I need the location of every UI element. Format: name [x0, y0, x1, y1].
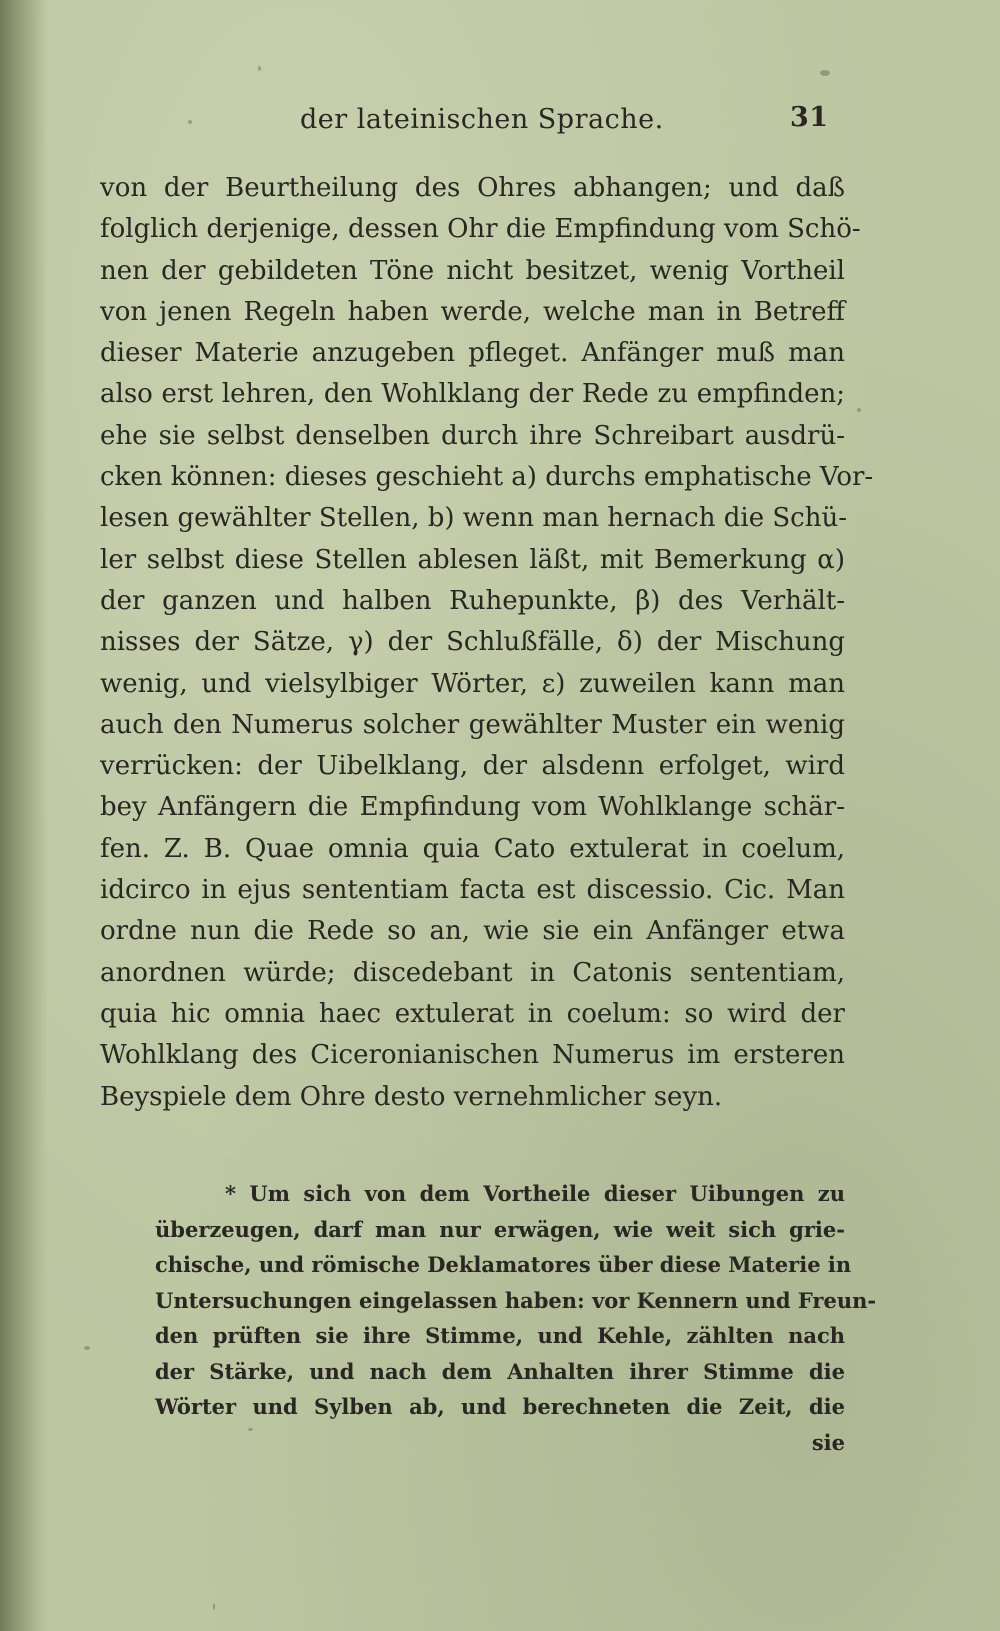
text-line: ler selbst diese Stellen ablesen läßt, mit Bemerkung α)	[100, 544, 845, 575]
text-line: lesen gewählter Stellen, b) wenn man hernach die Schü-	[100, 503, 848, 534]
text-line: fen. Z. B. Quae omnia quia Cato extulerat in coelum,	[100, 833, 845, 864]
text-line: bey Anfängern die Empfindung vom Wohlklange schär-	[100, 792, 845, 823]
text-line: dieser Materie anzugeben pfleget. Anfänger muß man	[100, 338, 845, 369]
main-text	[100, 168, 874, 1118]
footnote-line: überzeugen, darf man nur erwägen, wie weit sich grie-	[155, 1216, 845, 1242]
text-line: ehe sie selbst denselben durch ihre Schreibart ausdrü-	[100, 420, 845, 451]
text-line: nisses der Sätze, γ) der Schlußfälle, δ) der Mischung	[100, 627, 845, 658]
page-number: 31	[790, 102, 829, 133]
footnote	[155, 1176, 877, 1460]
text-line: der ganzen und halben Ruhepunkte, β) des Verhält-	[100, 585, 845, 616]
paper-speck	[820, 70, 830, 76]
footnote-line: Wörter und Sylben ab, und berechneten die Zeit, die	[155, 1394, 845, 1419]
footnote-line: den prüften sie ihre Stimme, und Kehle, zählten nach	[155, 1323, 845, 1348]
paper-speck	[248, 1428, 253, 1431]
paper-speck	[213, 1603, 215, 1610]
text-line: nen der gebildeten Töne nicht besitzet, wenig Vortheil	[100, 255, 845, 286]
text-line: folglich derjenige, dessen Ohr die Empfindung vom Schö-	[100, 214, 861, 245]
text-line: von der Beurtheilung des Ohres abhangen; und daß	[100, 173, 845, 203]
page-header	[0, 96, 1000, 136]
text-line: anordnen würde; discedebant in Catonis sententiam,	[100, 957, 845, 988]
paper-speck	[188, 120, 192, 124]
text-line: auch den Numerus solcher gewählter Muster ein wenig	[100, 709, 845, 740]
footnote-line: der Stärke, und nach dem Anhalten ihrer Stimme die	[155, 1358, 845, 1384]
paper-speck	[857, 408, 861, 412]
text-line: idcirco in ejus sententiam facta est discessio. Cic. Man	[100, 875, 845, 906]
footnote-line: chische, und römische Deklamatores über diese Materie in	[155, 1252, 852, 1277]
text-line: ordne nun die Rede so an, wie sie ein Anfänger etwa	[100, 916, 845, 947]
text-line: quia hic omnia haec extulerat in coelum: so wird der	[100, 998, 845, 1029]
footnote-line: Untersuchungen eingelassen haben: vor Kennern und Freun-	[155, 1287, 877, 1313]
running-title: der lateinischen Sprache.	[300, 104, 664, 135]
text-line: also erst lehren, den Wohlklang der Rede zu empfinden;	[100, 379, 845, 410]
footnote-line: * Um sich von dem Vortheile dieser Uibungen zu	[225, 1181, 845, 1206]
text-line: Beyspiele dem Ohre desto vernehmlicher seyn.	[100, 1081, 723, 1112]
binding-gutter-shadow	[0, 0, 48, 1631]
catchword: sie	[811, 1429, 845, 1455]
paper-speck	[258, 66, 261, 71]
text-line: verrücken: der Uibelklang, der alsdenn erfolget, wird	[100, 751, 845, 782]
text-line: cken können: dieses geschieht a) durchs emphatische Vor-	[100, 462, 874, 493]
text-line: Wohlklang des Ciceronianischen Numerus im ersteren	[100, 1040, 845, 1071]
text-line: von jenen Regeln haben werde, welche man in Betreff	[100, 296, 845, 327]
text-line: wenig, und vielsylbiger Wörter, ε) zuweilen kann man	[100, 668, 845, 699]
paper-speck	[84, 1346, 90, 1350]
